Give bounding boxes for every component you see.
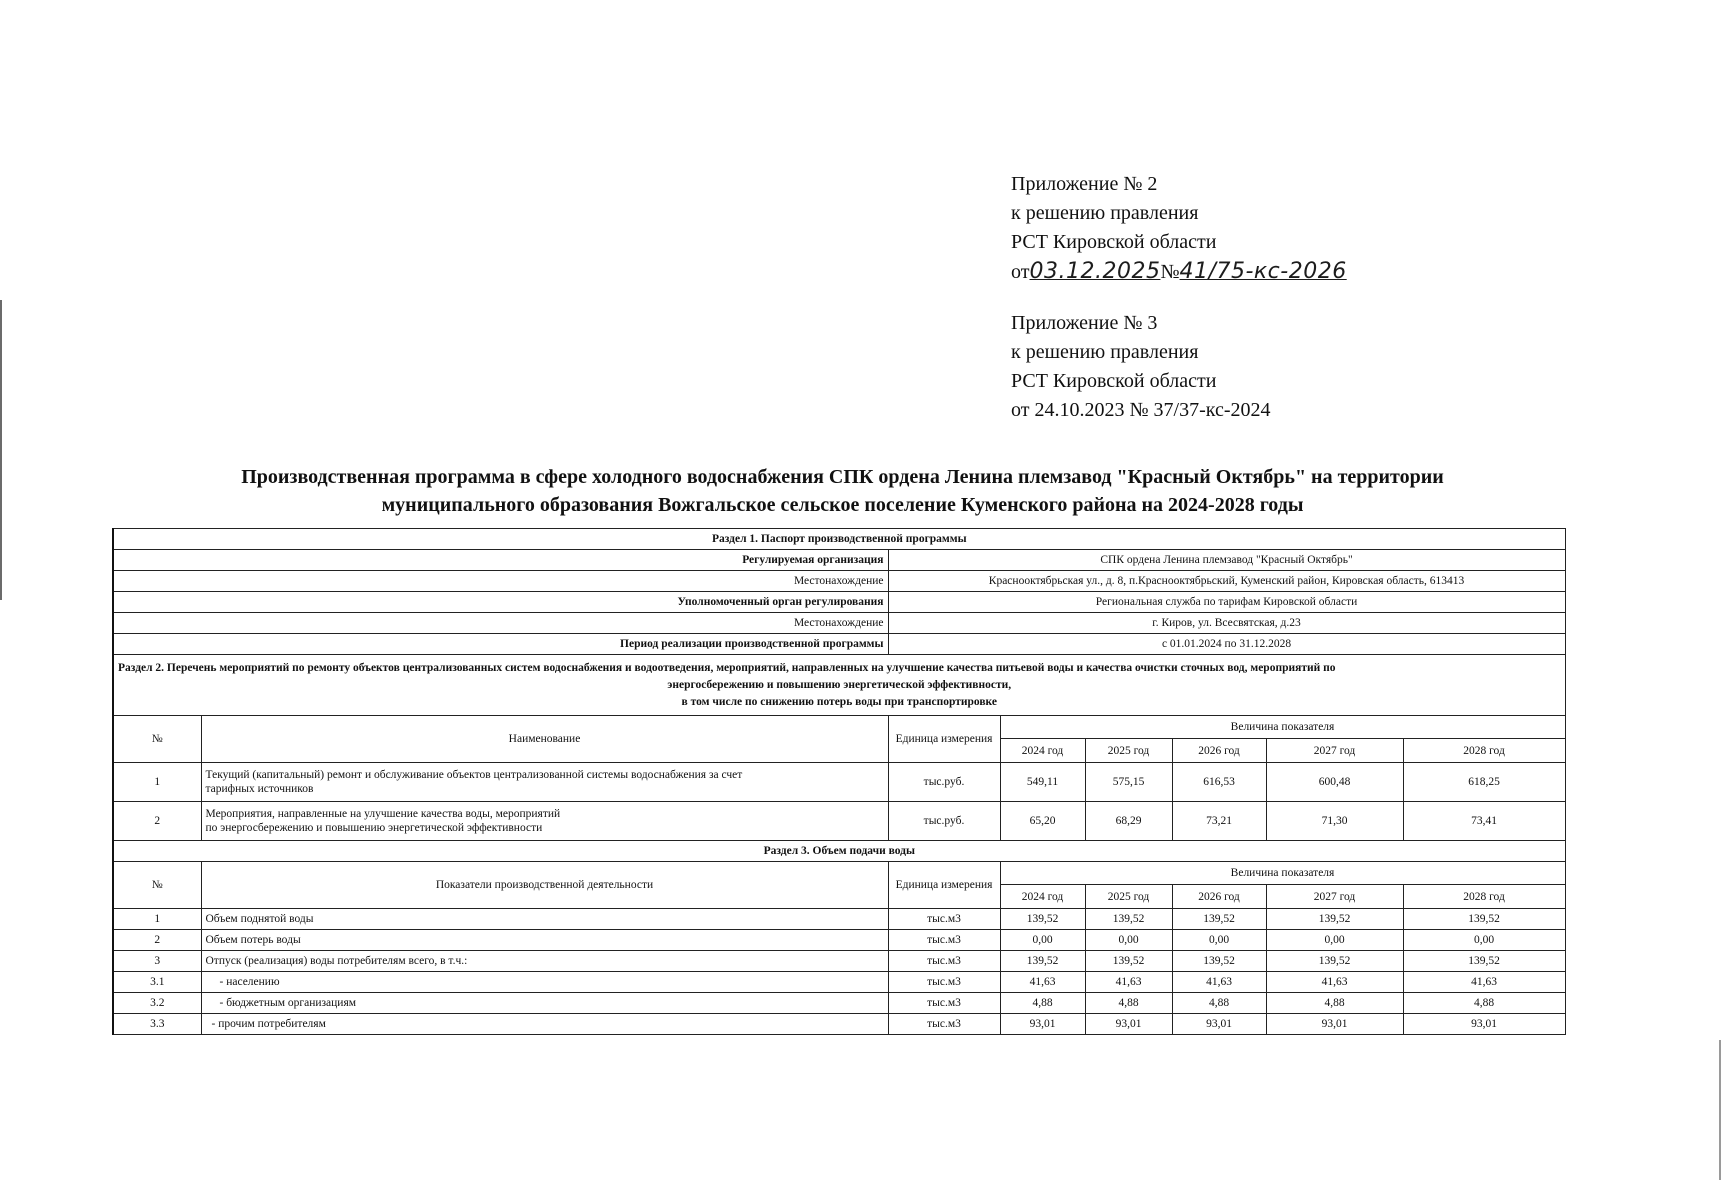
value-cell: 139,52 [1172, 909, 1266, 930]
value-cell: 93,01 [1403, 1014, 1565, 1035]
value-cell: 0,00 [1266, 930, 1403, 951]
value-cell: 139,52 [1403, 951, 1565, 972]
annex-2-block [1011, 170, 1347, 287]
column-header-number: № [113, 716, 201, 763]
value-cell: 0,00 [1085, 930, 1172, 951]
year-header: 2025 год [1085, 885, 1172, 909]
value-cell: 65,20 [1000, 802, 1085, 841]
unit-cell: тыс.м3 [888, 993, 1000, 1014]
value-cell: 549,11 [1000, 763, 1085, 802]
passport-label: Период реализации производственной программы [113, 634, 888, 655]
year-header: 2024 год [1000, 885, 1085, 909]
column-header-unit: Единица измерения [888, 716, 1000, 763]
handwritten-date: 03.12.2025 [1029, 259, 1161, 284]
value-cell: 41,63 [1000, 972, 1085, 993]
column-header-value: Величина показателя [1000, 716, 1565, 739]
section-2-title-line-3: в том числе по снижению потерь воды при транспортировке [681, 695, 997, 708]
document-title-line-2: муниципального образования Вожгальское сельское поселение Куменского района на 2024-2028 годы [381, 494, 1304, 516]
document-title-line-1: Производственная программа в сфере холодного водоснабжения СПК ордена Ленина племзавод "Красный Октябрь" на территории [241, 466, 1444, 488]
section-3-column-header-row [113, 862, 1565, 885]
value-cell: 139,52 [1085, 951, 1172, 972]
passport-row [113, 550, 1565, 571]
value-cell: 139,52 [1266, 951, 1403, 972]
passport-row [113, 592, 1565, 613]
value-cell: 139,52 [1403, 909, 1565, 930]
value-cell: 139,52 [1172, 951, 1266, 972]
table-row [113, 972, 1565, 993]
row-number: 1 [113, 909, 201, 930]
indicator-name: - бюджетным организациям [201, 993, 888, 1014]
value-cell: 41,63 [1172, 972, 1266, 993]
value-cell: 575,15 [1085, 763, 1172, 802]
annex-3-block [1011, 309, 1271, 425]
value-cell: 41,63 [1403, 972, 1565, 993]
column-header-unit: Единица измерения [888, 862, 1000, 909]
annex-2-prefix: от [1011, 261, 1030, 283]
table-row [113, 951, 1565, 972]
passport-row [113, 634, 1565, 655]
year-header: 2026 год [1172, 739, 1266, 763]
annex-2-number-sign: № [1160, 261, 1180, 283]
section-2-column-header-row [113, 716, 1565, 739]
section-2-header-row [113, 655, 1565, 716]
year-header: 2028 год [1403, 739, 1565, 763]
value-cell: 0,00 [1403, 930, 1565, 951]
indicator-name: Объем потерь воды [201, 930, 888, 951]
value-cell: 139,52 [1000, 909, 1085, 930]
document-title [120, 463, 1565, 519]
row-number: 3 [113, 951, 201, 972]
indicator-name: - населению [201, 972, 888, 993]
measure-name-line-2: тарифных источников [205, 783, 314, 795]
unit-cell: тыс.м3 [888, 930, 1000, 951]
row-number: 3.2 [113, 993, 201, 1014]
value-cell: 0,00 [1000, 930, 1085, 951]
section-1-title: Раздел 1. Паспорт производственной программы [113, 529, 1565, 550]
unit-cell: тыс.м3 [888, 1014, 1000, 1035]
program-table [112, 528, 1566, 1035]
indicator-name: Отпуск (реализация) воды потребителям всего, в т.ч.: [201, 951, 888, 972]
annex-2-title: Приложение № 2 [1011, 173, 1158, 195]
measure-name-line-1: Мероприятия, направленные на улучшение качества воды, мероприятий [205, 808, 561, 820]
passport-value: Региональная служба по тарифам Кировской области [888, 592, 1565, 613]
value-cell: 4,88 [1172, 993, 1266, 1014]
annex-3-date-line: от 24.10.2023 № 37/37-кс-2024 [1011, 399, 1271, 421]
unit-cell: тыс.м3 [888, 972, 1000, 993]
unit-cell: тыс.руб. [888, 802, 1000, 841]
passport-value: Краснооктябрьская ул., д. 8, п.Краснооктябрьский, Куменский район, Кировская область, 613413 [888, 571, 1565, 592]
value-cell: 41,63 [1266, 972, 1403, 993]
year-header: 2027 год [1266, 739, 1403, 763]
table-row [113, 763, 1565, 802]
value-cell: 4,88 [1085, 993, 1172, 1014]
column-header-number: № [113, 862, 201, 909]
value-cell: 139,52 [1000, 951, 1085, 972]
passport-row [113, 613, 1565, 634]
unit-cell: тыс.м3 [888, 909, 1000, 930]
unit-cell: тыс.руб. [888, 763, 1000, 802]
table-row [113, 930, 1565, 951]
passport-label: Уполномоченный орган регулирования [113, 592, 888, 613]
row-number: 2 [113, 930, 201, 951]
indicator-name: - прочим потребителям [201, 1014, 888, 1035]
value-cell: 616,53 [1172, 763, 1266, 802]
value-cell: 73,41 [1403, 802, 1565, 841]
handwritten-number: 41/75-кс-2026 [1179, 259, 1347, 284]
row-number: 2 [113, 802, 201, 841]
value-cell: 4,88 [1000, 993, 1085, 1014]
table-row [113, 909, 1565, 930]
value-cell: 93,01 [1266, 1014, 1403, 1035]
passport-label: Местонахождение [113, 571, 888, 592]
table-row [113, 993, 1565, 1014]
section-2-title [113, 655, 1565, 716]
value-cell: 139,52 [1085, 909, 1172, 930]
indicator-name: Объем поднятой воды [201, 909, 888, 930]
value-cell: 71,30 [1266, 802, 1403, 841]
column-header-name: Наименование [201, 716, 888, 763]
value-cell: 93,01 [1000, 1014, 1085, 1035]
measure-name [201, 802, 888, 841]
value-cell: 93,01 [1085, 1014, 1172, 1035]
value-cell: 4,88 [1403, 993, 1565, 1014]
scan-edge-left [0, 300, 2, 600]
annex-3-title: Приложение № 3 [1011, 312, 1158, 334]
measure-name-line-2: по энергосбережению и повышению энергетической эффективности [205, 822, 543, 834]
section-2-title-line-2: энергосбережению и повышению энергетической эффективности, [667, 678, 1012, 691]
year-header: 2028 год [1403, 885, 1565, 909]
passport-value: с 01.01.2024 по 31.12.2028 [888, 634, 1565, 655]
value-cell: 93,01 [1172, 1014, 1266, 1035]
value-cell: 41,63 [1085, 972, 1172, 993]
row-number: 3.1 [113, 972, 201, 993]
section-2-title-line-1: Раздел 2. Перечень мероприятий по ремонту объектов централизованных систем водоснабжения и водоотведения, мероприятий, направленных на улучшение качества питьевой воды и качества очистки сточных вод, мероприятий по [118, 661, 1336, 674]
annex-3-decision: к решению правления [1011, 341, 1199, 363]
section-1-header-row [113, 529, 1565, 550]
year-header: 2024 год [1000, 739, 1085, 763]
passport-label: Местонахождение [113, 613, 888, 634]
value-cell: 618,25 [1403, 763, 1565, 802]
annex-3-authority: РСТ Кировской области [1011, 370, 1217, 392]
year-header: 2027 год [1266, 885, 1403, 909]
measure-name-line-1: Текущий (капитальный) ремонт и обслуживание объектов централизованной системы водоснабжения за счет [205, 769, 743, 781]
passport-label: Регулируемая организация [113, 550, 888, 571]
section-3-header-row [113, 841, 1565, 862]
value-cell: 68,29 [1085, 802, 1172, 841]
year-header: 2025 год [1085, 739, 1172, 763]
value-cell: 73,21 [1172, 802, 1266, 841]
passport-value: СПК ордена Ленина племзавод "Красный Октябрь" [888, 550, 1565, 571]
passport-value: г. Киров, ул. Всесвятская, д.23 [888, 613, 1565, 634]
value-cell: 139,52 [1266, 909, 1403, 930]
column-header-value: Величина показателя [1000, 862, 1565, 885]
row-number: 1 [113, 763, 201, 802]
year-header: 2026 год [1172, 885, 1266, 909]
value-cell: 4,88 [1266, 993, 1403, 1014]
value-cell: 0,00 [1172, 930, 1266, 951]
row-number: 3.3 [113, 1014, 201, 1035]
column-header-indicators: Показатели производственной деятельности [201, 862, 888, 909]
passport-row [113, 571, 1565, 592]
measure-name [201, 763, 888, 802]
annex-2-date-line [1011, 257, 1347, 287]
annex-2-decision: к решению правления [1011, 202, 1199, 224]
annex-2-authority: РСТ Кировской области [1011, 231, 1217, 253]
table-row [113, 802, 1565, 841]
table-row [113, 1014, 1565, 1035]
value-cell: 600,48 [1266, 763, 1403, 802]
section-3-title: Раздел 3. Объем подачи воды [113, 841, 1565, 862]
unit-cell: тыс.м3 [888, 951, 1000, 972]
